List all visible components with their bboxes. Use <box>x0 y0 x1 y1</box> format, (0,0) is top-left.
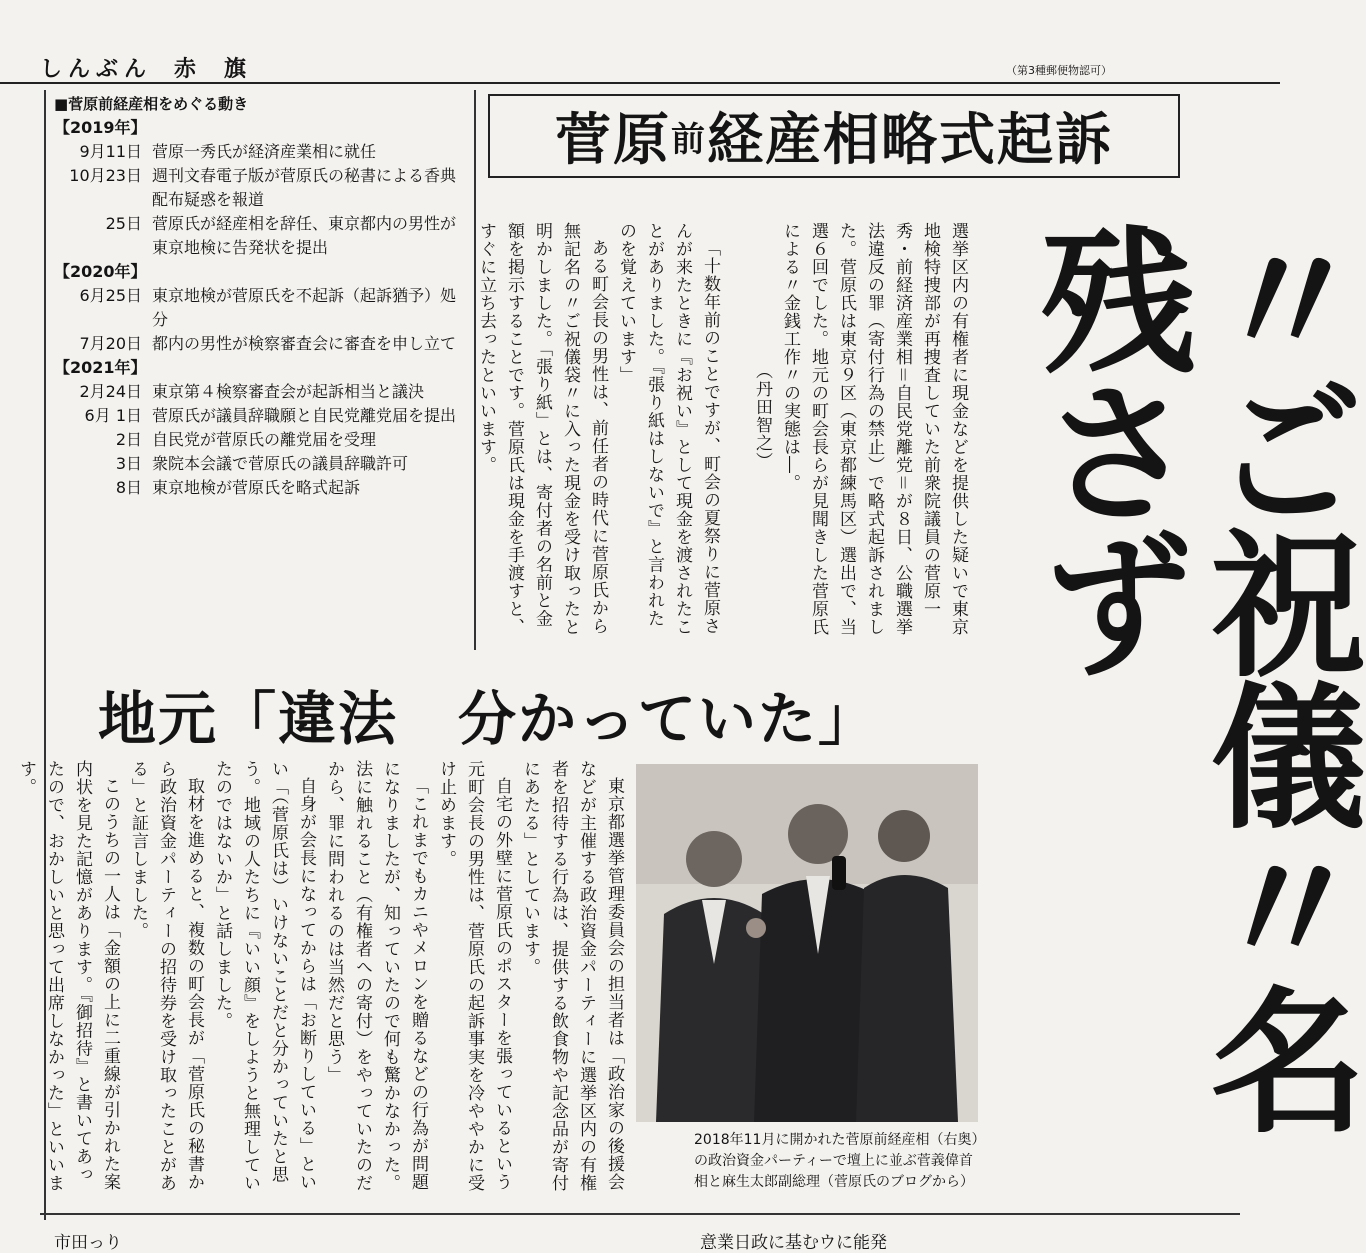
body-bottom <box>16 760 628 1200</box>
body-top-paragraph-2: ある町会長の男性は、前任者の時代に菅原氏から無記名の〃ご祝儀袋〃に入った現金を受け取ったと明かしました。「張り紙」とは、寄付者の名前と金額を掲示することです。菅原氏は現金を手渡すと、すぐに立ち去ったといいます。 <box>476 222 608 636</box>
timeline-text: 東京第４検察審査会が起訴相当と議決 <box>152 382 425 401</box>
body-right-paragraph-1: 東京都選挙管理委員会の担当者は「政治家の後援会などが主催する政治資金パーティーに選挙区内の有権者を招待する行為は、提供する飲食物や記念品が寄付にあたる」としています。 <box>520 760 624 1192</box>
main-headline <box>488 94 1180 178</box>
timeline-date: 9月11日 <box>79 142 142 161</box>
timeline-date: 2月24日 <box>79 382 142 401</box>
timeline-entry <box>54 284 466 332</box>
headline-small: 前 <box>671 119 707 160</box>
timeline-text: 週刊文春電子版が菅原氏の秘書による香典配布疑惑を報道 <box>152 166 457 209</box>
timeline-entry <box>54 332 466 356</box>
timeline-title: ■菅原前経産相をめぐる動き <box>54 95 249 113</box>
footer-left: 市田っり <box>54 1233 122 1253</box>
timeline-entry <box>54 164 466 212</box>
timeline-date: 7月20日 <box>79 334 142 353</box>
timeline-text: 衆院本会議で菅原氏の議員辞職許可 <box>152 454 409 473</box>
body-right-paragraph-2: 自宅の外壁に菅原氏のポスターを張っているという元町会長の男性は、菅原氏の起訴事実を冷ややかに受け止めます。 <box>436 760 512 1192</box>
timeline-text: 東京地検が菅原氏を略式起訴 <box>152 478 361 497</box>
sub-headline: 地元「違法 分かっていた」 <box>98 685 879 753</box>
masthead-title: 赤旗 <box>174 57 275 82</box>
body-top <box>476 222 724 642</box>
timeline-year: 【2021年】 <box>54 358 147 377</box>
timeline-text: 菅原一秀氏が経済産業相に就任 <box>152 142 377 161</box>
timeline-date: 6月 1日 <box>84 406 142 425</box>
timeline-box <box>54 92 466 500</box>
timeline-date: 25日 <box>105 214 142 233</box>
photo-illustration <box>636 764 978 1122</box>
timeline-date: 3日 <box>115 454 142 473</box>
timeline-date: 10月23日 <box>69 166 142 185</box>
timeline-date: 2日 <box>115 430 142 449</box>
big-vertical-headline: 〃ご祝儀〃名残さず <box>1014 220 1366 1132</box>
timeline-entry <box>54 428 466 452</box>
timeline-text: 自民党が菅原氏の離党届を受理 <box>152 430 377 449</box>
timeline-entry <box>54 404 466 428</box>
news-photo <box>636 764 978 1122</box>
timeline-entries <box>54 116 466 500</box>
footer-right: 意業日政に基むウに能発 <box>700 1233 887 1253</box>
timeline-entry <box>54 476 466 500</box>
timeline-entry <box>54 452 466 476</box>
body-bottom-paragraph-3: このうちの一人は「金額の上に二重線が引かれた案内状を見た記憶があります。『御招待』と書いてあったので、おかしいと思って出席しなかった」といいます。 <box>16 760 120 1192</box>
timeline-date: 6月25日 <box>79 286 142 305</box>
timeline-entry <box>54 212 466 260</box>
postal-permit: （第3種郵便物認可） <box>1006 64 1112 77</box>
timeline-entry <box>54 140 466 164</box>
masthead <box>40 52 274 83</box>
photo-caption: 2018年11月に開かれた菅原前経産相（右奥）の政治資金パーティーで壇上に並ぶ菅義偉首相と麻生太郎副総理（菅原氏のブログから） <box>694 1132 979 1190</box>
timeline-text: 菅原氏が議員辞職願と自民党離党届を提出 <box>152 406 457 425</box>
timeline-entry <box>54 380 466 404</box>
body-bottom-paragraph-1: 自身が会長になってからは「お断りしている」といい「（菅原氏は）いけないことだと分かっていたと思う。地域の人たちに『いい顔』をしようと無理していたのではないか」と話しました。 <box>212 760 316 1192</box>
timeline-year: 【2019年】 <box>54 118 147 137</box>
body-bottom-paragraph-2: 取材を進めると、複数の町会長が「菅原氏の秘書から政治資金パーティーの招待券を受け取ったことがある」と証言しました。 <box>128 760 204 1192</box>
body-right-paragraph-3: 「これまでもカニやメロンを贈るなどの行為が問題になりましたが、知っていたので何も驚かなかった。法に触れること（有権者への寄付）をやっていたのだから、罪に問われるのは当然だと思う」 <box>324 760 428 1192</box>
body-top-paragraph-1: 「十数年前のことですが、町会の夏祭りに菅原さんが来たときに『お祝い』として現金を渡されたことがありました。『張り紙はしないで』と言われたのを覚えています」 <box>616 222 720 636</box>
headline-prefix: 菅原 <box>555 108 671 173</box>
timeline-year: 【2020年】 <box>54 262 147 281</box>
lead-paragraph: 選挙区内の有権者に現金などを提供した疑いで東京地検特捜部が再捜査していた前衆院議員の菅原一秀・前経済産業相＝自民党離党＝が８日、公職選挙法違反の罪（寄付行為の禁止）で略式起訴されました。菅原氏は東京９区（東京都練馬区）選出で、当選６回でした。地元の町会長らが見聞きした菅原氏による〃金銭工作〃の実態は―。 <box>780 222 968 636</box>
timeline-text: 都内の男性が検察審査会に審査を申し立て <box>152 334 457 353</box>
timeline-text: 東京地検が菅原氏を不起訴（起訴猶予）処分 <box>152 286 457 329</box>
timeline-text: 菅原氏が経産相を辞任、東京都内の男性が東京地検に告発状を提出 <box>152 214 457 257</box>
byline: （丹田智之） <box>752 362 772 470</box>
top-rule <box>0 82 1280 84</box>
masthead-name: しんぶん <box>40 57 153 82</box>
headline-rest: 経産相略式起訴 <box>707 108 1113 173</box>
timeline-date: 8日 <box>115 478 142 497</box>
lead-text <box>740 222 972 642</box>
